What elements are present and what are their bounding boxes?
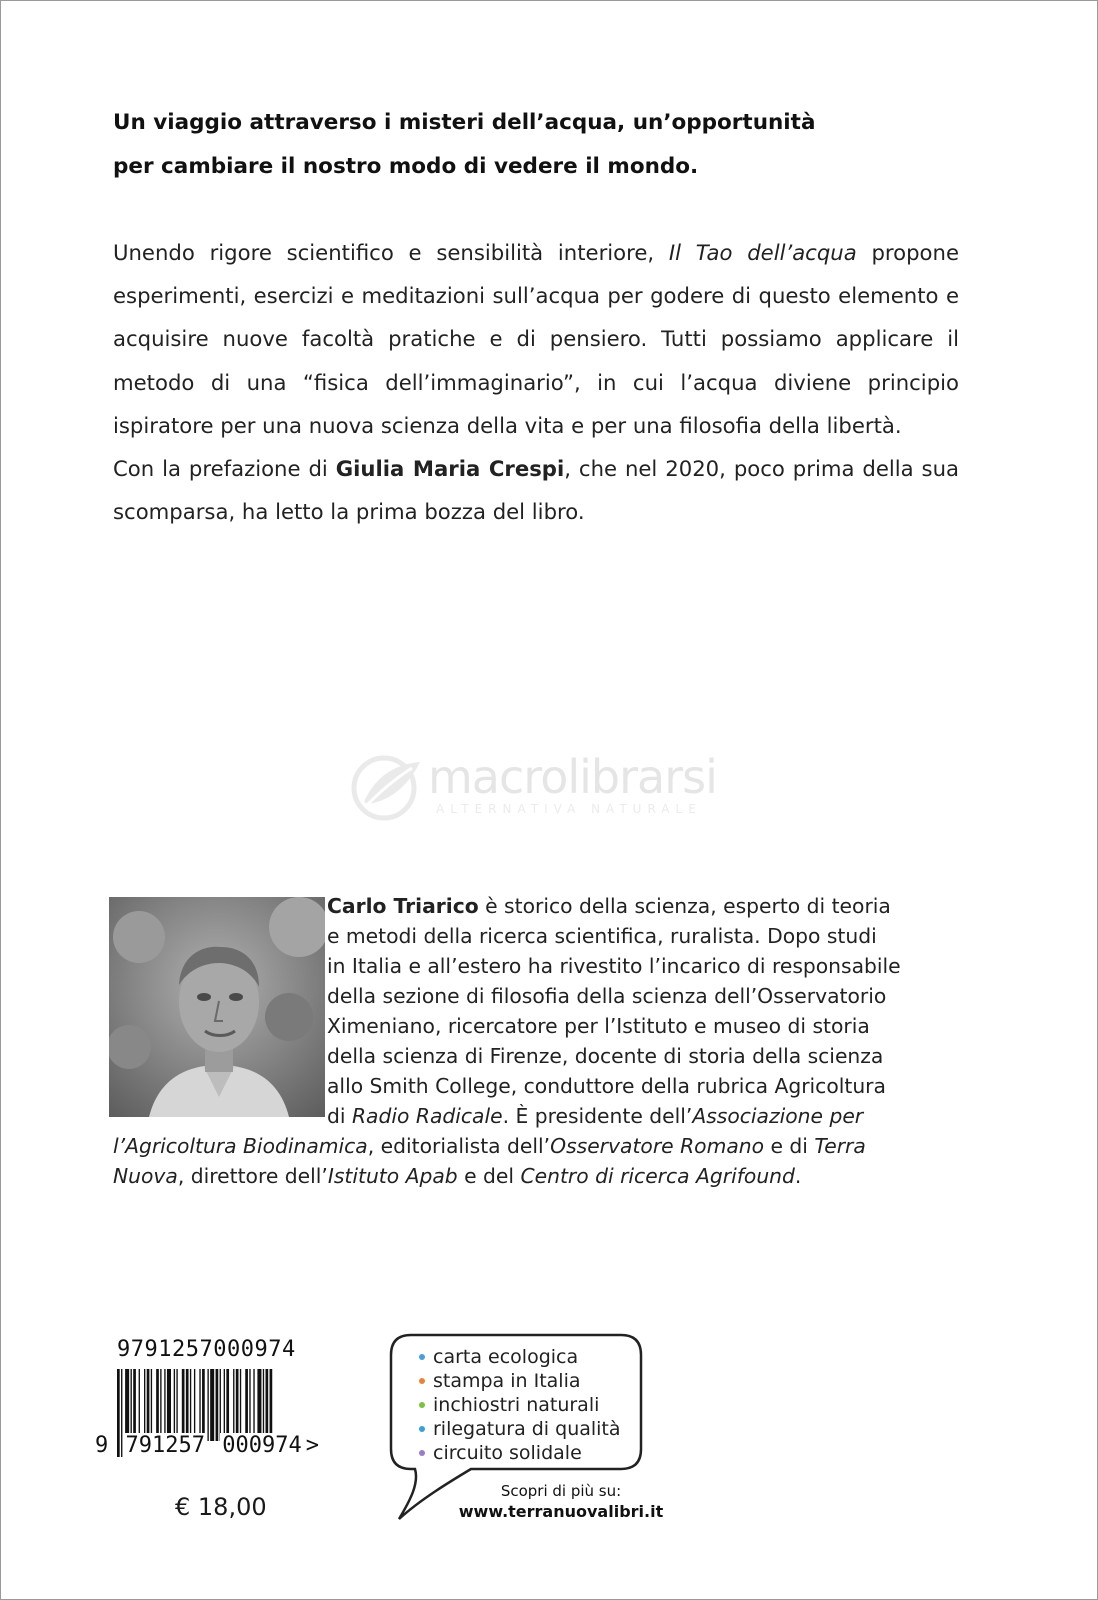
bullet-dot-icon — [419, 1354, 425, 1360]
eco-feature-label: inchiostri naturali — [433, 1394, 600, 1416]
tagline-line-1: Un viaggio attraverso i misteri dell’acqua, un’opportunità — [113, 110, 816, 135]
bio-italic: Radio Radicale — [351, 1104, 503, 1128]
barcode-bar — [147, 1369, 150, 1441]
eco-feature-label: carta ecologica — [433, 1346, 579, 1368]
eco-feature-item — [419, 1369, 621, 1393]
bio-line: della scienza di Firenze, docente di storia della scienza — [327, 1044, 884, 1068]
author-bio — [113, 891, 965, 1191]
book-title: Il Tao dell’acqua — [668, 240, 857, 265]
barcode-bar — [236, 1369, 239, 1441]
eco-feature-item — [419, 1441, 621, 1465]
barcode-bar — [210, 1369, 214, 1441]
bio-italic: Nuova — [113, 1164, 178, 1188]
barcode-bar — [156, 1369, 159, 1441]
bio-italic: l’Agricoltura Biodinamica — [113, 1134, 368, 1158]
eco-feature-label: circuito solidale — [433, 1442, 582, 1464]
barcode-bar — [253, 1369, 254, 1441]
barcode-bar — [139, 1369, 140, 1441]
barcode-bar — [245, 1369, 248, 1441]
bio-line: e metodi della ricerca scientifica, ruralista. Dopo studi — [327, 924, 877, 948]
blurb-paragraph-2 — [113, 447, 959, 533]
isbn-number: 9791257000974 — [117, 1337, 296, 1362]
watermark — [346, 746, 746, 836]
tagline-line-2: per cambiare il nostro modo di vedere il mondo. — [113, 154, 699, 179]
bio-italic: Istituto Apab — [327, 1164, 458, 1188]
bio-text: è storico della scienza, esperto di teoria — [478, 894, 891, 918]
barcode-bar — [240, 1369, 241, 1441]
barcode-bar — [190, 1369, 191, 1441]
barcode-bar — [151, 1369, 152, 1441]
barcode-bar — [224, 1369, 225, 1441]
barcode-bar — [226, 1369, 229, 1441]
bio-line — [113, 1161, 965, 1191]
barcode-bar — [182, 1369, 185, 1441]
price: € 18,00 — [175, 1493, 267, 1521]
bio-text: e del — [457, 1164, 521, 1188]
preface-author: Giulia Maria Crespi — [335, 456, 565, 482]
barcode-bar — [249, 1369, 250, 1441]
eco-feature-item — [419, 1417, 621, 1441]
author-name: Carlo Triarico — [327, 894, 479, 918]
bio-line — [113, 1101, 965, 1131]
publisher-info — [451, 1481, 671, 1523]
isbn-group-1: 791257 — [125, 1433, 205, 1458]
barcode-bar — [257, 1369, 261, 1441]
bio-line: allo Smith College, conduttore della rubrica Agricoltura — [327, 1074, 886, 1098]
barcode-bar — [186, 1369, 189, 1441]
barcode-bar — [176, 1369, 177, 1441]
bio-line: della sezione di filosofia della scienza dell’Osservatorio — [327, 984, 887, 1008]
bio-text: di — [327, 1104, 352, 1128]
bullet-dot-icon — [419, 1426, 425, 1432]
book-blurb — [113, 231, 959, 533]
bio-text: . — [794, 1164, 802, 1188]
eco-feature-label: rilegatura di qualità — [433, 1418, 621, 1440]
bio-text: , editorialista dell’ — [367, 1134, 551, 1158]
bio-italic: Centro di ricerca Agrifound — [520, 1164, 795, 1188]
bio-line: in Italia e all’estero ha rivestito l’incarico di responsabile — [327, 954, 901, 978]
eco-feature-label: stampa in Italia — [433, 1370, 581, 1392]
barcode-bar — [144, 1369, 145, 1441]
bio-text: , direttore dell’ — [177, 1164, 328, 1188]
barcode-bar — [216, 1369, 219, 1441]
barcode-bar — [220, 1369, 221, 1441]
preface-intro: Con la prefazione di — [113, 456, 336, 482]
bullet-dot-icon — [419, 1450, 425, 1456]
barcode-bar — [160, 1369, 161, 1441]
bullet-dot-icon — [419, 1378, 425, 1384]
bio-italic: Terra — [814, 1134, 866, 1158]
barcode-bar — [125, 1369, 129, 1441]
eco-features-list — [419, 1345, 621, 1465]
barcode-bar — [167, 1369, 171, 1441]
isbn-barcode — [93, 1337, 383, 1467]
bio-text: . È presidente dell’ — [502, 1104, 693, 1128]
bio-line: Ximeniano, ricercatore per l’Istituto e museo di storia — [327, 1014, 870, 1038]
barcode-bar — [233, 1369, 234, 1441]
bio-line — [113, 1131, 965, 1161]
bio-text: e di — [764, 1134, 815, 1158]
barcode-bar — [202, 1369, 205, 1441]
tagline — [113, 101, 893, 189]
isbn-arrow: > — [305, 1433, 319, 1458]
discover-more-label: Scopri di più su: — [500, 1482, 622, 1500]
blurb-intro: Unendo rigore scientifico e sensibilità interiore, — [113, 240, 669, 265]
watermark-leaf-icon — [346, 746, 426, 826]
watermark-subtitle: ALTERNATIVA NATURALE — [436, 802, 702, 816]
watermark-name: macrolibrarsi — [428, 750, 717, 804]
eco-feature-item — [419, 1393, 621, 1417]
publisher-url[interactable]: www.terranuovalibri.it — [458, 1502, 664, 1521]
blurb-body: propone esperimenti, esercizi e meditazioni sull’acqua per godere di questo elemento e acquisire nuove facoltà pratiche e di pensiero. Tutti possiamo applicare il metodo di una “fisica dell’immaginario”, in cui l’acqua diviene principio ispiratore per una nuova scienza della vita e per una filosofia della libertà. — [113, 240, 959, 438]
barcode-bar — [263, 1369, 264, 1441]
isbn-first-digit: 9 — [95, 1433, 109, 1458]
bio-line — [113, 891, 965, 921]
preface-rest: , che nel 2020, poco prima della sua scomparsa, ha letto la prima bozza del libro. — [113, 456, 960, 525]
bullet-dot-icon — [419, 1402, 425, 1408]
author-section — [113, 891, 965, 1201]
barcode-bar — [174, 1369, 175, 1441]
barcode-bar — [131, 1369, 132, 1441]
eco-feature-item — [419, 1345, 621, 1369]
isbn-digits-row — [93, 1433, 321, 1458]
isbn-group-2: 000974 — [222, 1433, 302, 1458]
blurb-paragraph-1 — [113, 231, 959, 447]
barcode-bar — [164, 1369, 165, 1441]
barcode-bar — [133, 1369, 136, 1441]
barcode-bar — [207, 1369, 208, 1441]
bio-italic: Associazione per — [692, 1104, 864, 1128]
bio-italic: Osservatore Romano — [550, 1134, 765, 1158]
